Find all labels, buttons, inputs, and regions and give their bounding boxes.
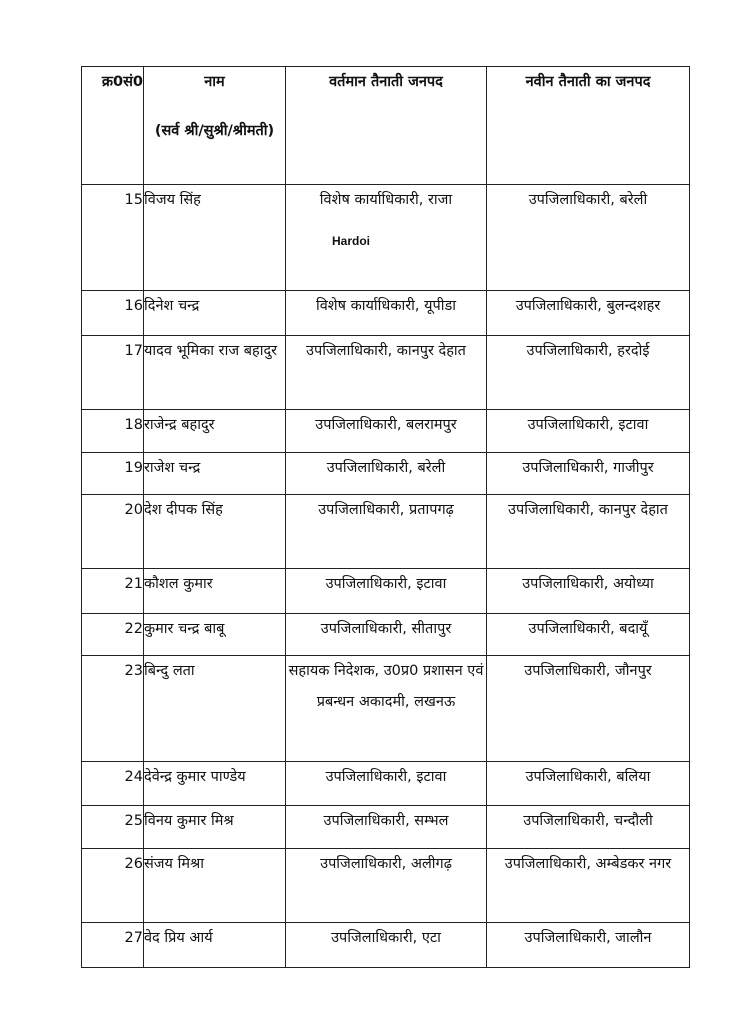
table-row <box>82 762 690 806</box>
header-row <box>82 67 690 185</box>
current-posting-cell: उपजिलाधिकारी, बलरामपुर <box>286 410 487 453</box>
name-cell: राजेन्द्र बहादुर <box>144 410 286 453</box>
serial-cell: 17 <box>82 336 144 410</box>
serial-cell: 18 <box>82 410 144 453</box>
serial-cell: 27 <box>82 923 144 968</box>
name-cell: कुमार चन्द्र बाबू <box>144 614 286 656</box>
name-cell: राजेश चन्द्र <box>144 453 286 495</box>
current-posting-cell: उपजिलाधिकारी, एटा <box>286 923 487 968</box>
header-new-posting: नवीन तैनाती का जनपद <box>487 67 690 185</box>
posting-table <box>81 66 690 968</box>
name-cell: देश दीपक सिंह <box>144 495 286 569</box>
current-posting-cell: उपजिलाधिकारी, बरेली <box>286 453 487 495</box>
name-cell: संजय मिश्रा <box>144 849 286 923</box>
new-posting-cell: उपजिलाधिकारी, बलिया <box>487 762 690 806</box>
current-posting-cell: सहायक निदेशक, उ0प्र0 प्रशासन एवं प्रबन्धन अकादमी, लखनऊ <box>286 656 487 762</box>
serial-cell: 22 <box>82 614 144 656</box>
new-posting-cell: उपजिलाधिकारी, बरेली <box>487 185 690 291</box>
table-row <box>82 923 690 968</box>
serial-cell: 16 <box>82 291 144 336</box>
table-row <box>82 495 690 569</box>
header-current-posting: वर्तमान तैनाती जनपद <box>286 67 487 185</box>
table-row <box>82 453 690 495</box>
table-row <box>82 291 690 336</box>
current-posting-cell: उपजिलाधिकारी, कानपुर देहात <box>286 336 487 410</box>
header-name <box>144 67 286 185</box>
current-posting-cell: उपजिलाधिकारी, सम्भल <box>286 806 487 849</box>
new-posting-cell: उपजिलाधिकारी, कानपुर देहात <box>487 495 690 569</box>
table-row <box>82 806 690 849</box>
name-cell: देवेन्द्र कुमार पाण्डेय <box>144 762 286 806</box>
new-posting-cell: उपजिलाधिकारी, बुलन्दशहर <box>487 291 690 336</box>
table-row <box>82 336 690 410</box>
name-cell: बिन्दु लता <box>144 656 286 762</box>
serial-cell: 24 <box>82 762 144 806</box>
serial-cell: 15 <box>82 185 144 291</box>
new-posting-cell: उपजिलाधिकारी, इटावा <box>487 410 690 453</box>
serial-cell: 23 <box>82 656 144 762</box>
new-posting-cell: उपजिलाधिकारी, हरदोई <box>487 336 690 410</box>
name-cell: यादव भूमिका राज बहादुर <box>144 336 286 410</box>
current-posting-cell: उपजिलाधिकारी, प्रतापगढ़ <box>286 495 487 569</box>
header-name-sublabel: (सर्व श्री/सुश्री/श्रीमती) <box>154 123 275 139</box>
current-posting-cell: उपजिलाधिकारी, सीतापुर <box>286 614 487 656</box>
serial-cell: 21 <box>82 569 144 614</box>
current-posting-cell: विशेष कार्याधिकारी, यूपीडा <box>286 291 487 336</box>
new-posting-cell: उपजिलाधिकारी, अयोध्या <box>487 569 690 614</box>
new-posting-cell: उपजिलाधिकारी, जौनपुर <box>487 656 690 762</box>
name-cell: दिनेश चन्द्र <box>144 291 286 336</box>
serial-cell: 20 <box>82 495 144 569</box>
table-row <box>82 614 690 656</box>
table-row <box>82 410 690 453</box>
current-posting-text: विशेष कार्याधिकारी, राजा <box>319 192 453 208</box>
name-text: विजय सिंह <box>144 192 201 208</box>
serial-cell: 19 <box>82 453 144 495</box>
new-posting-cell: उपजिलाधिकारी, चन्दौली <box>487 806 690 849</box>
new-posting-cell: उपजिलाधिकारी, अम्बेडकर नगर <box>487 849 690 923</box>
current-posting-cell: उपजिलाधिकारी, इटावा <box>286 569 487 614</box>
name-cell: विनय कुमार मिश्र <box>144 806 286 849</box>
new-posting-cell: उपजिलाधिकारी, बदायूँ <box>487 614 690 656</box>
name-cell: कौशल कुमार <box>144 569 286 614</box>
serial-cell: 25 <box>82 806 144 849</box>
hardoi-note: Hardoi <box>332 234 371 248</box>
header-serial: क्र0सं0 <box>82 67 144 185</box>
serial-cell: 26 <box>82 849 144 923</box>
table-row <box>82 849 690 923</box>
new-posting-cell: उपजिलाधिकारी, गाजीपुर <box>487 453 690 495</box>
current-posting-cell: उपजिलाधिकारी, इटावा <box>286 762 487 806</box>
name-cell: वेद प्रिय आर्य <box>144 923 286 968</box>
table-row <box>82 569 690 614</box>
current-posting-cell: उपजिलाधिकारी, अलीगढ़ <box>286 849 487 923</box>
header-name-label: नाम <box>204 74 225 90</box>
new-posting-cell: उपजिलाधिकारी, जालौन <box>487 923 690 968</box>
table-row <box>82 656 690 762</box>
